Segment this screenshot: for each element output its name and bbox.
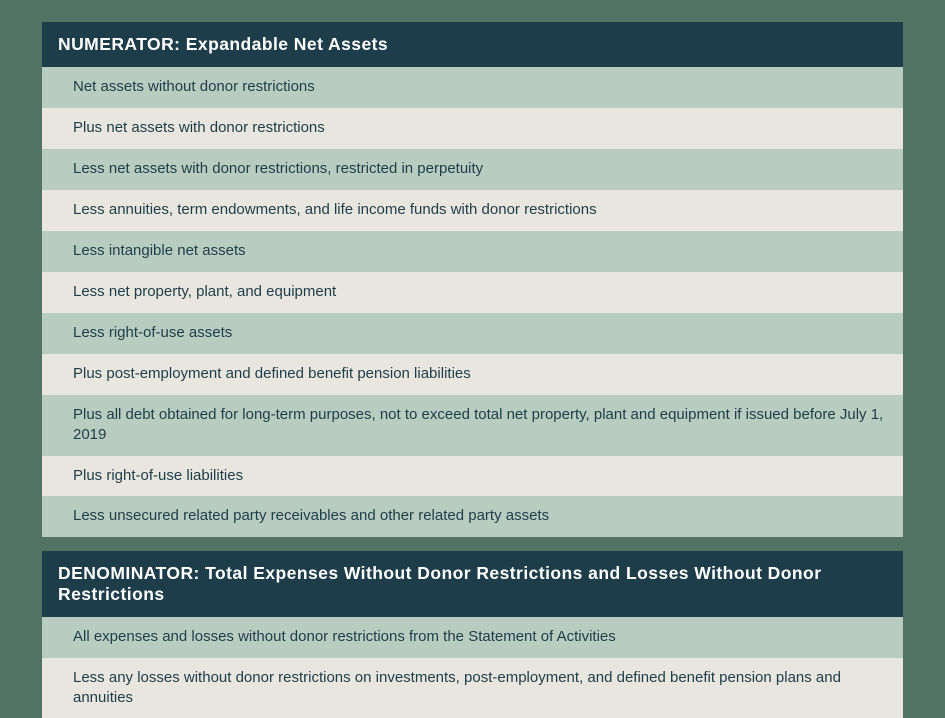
row-label: Plus net assets with donor restrictions: [73, 119, 325, 137]
table-row: [42, 272, 903, 313]
table-row: [42, 149, 903, 190]
row-label: Net assets without donor restrictions: [73, 78, 315, 96]
table-row: [42, 354, 903, 395]
row-label: Less net assets with donor restrictions, restricted in perpetuity: [73, 160, 484, 177]
row-label: Less intangible net assets: [73, 241, 246, 259]
table-row: [42, 456, 903, 497]
table-row: [42, 190, 903, 231]
table-row: [42, 108, 903, 149]
row-label: Less any losses without donor restrictions on investments, post-employment, and defined benefit pension plans and annuities: [73, 668, 841, 706]
table-row: [42, 617, 903, 658]
row-label: All expenses and losses without donor restrictions from the Statement of Activities: [73, 627, 616, 645]
table-row: [42, 658, 903, 718]
row-label: Less unsecured related party receivables and other related party assets: [73, 507, 550, 525]
table-row: [42, 231, 903, 272]
table-row: [42, 395, 903, 456]
row-label: Less right-of-use assets: [73, 323, 233, 341]
numerator-section-header: NUMERATOR: Expandable Net Assets: [42, 22, 903, 67]
table-row: [42, 496, 903, 537]
row-label: Plus right-of-use liabilities: [73, 466, 244, 484]
row-label: Less net property, plant, and equipment: [73, 282, 337, 300]
table-row: [42, 67, 903, 108]
table-row: [42, 313, 903, 354]
row-label: Less annuities, term endowments, and life income funds with donor restrictions: [73, 200, 597, 218]
denominator-section: [42, 551, 903, 718]
row-label: Plus all debt obtained for long-term purposes, not to exceed total net property, plant and equipment if issued before July 1, 2019: [73, 405, 884, 443]
numerator-section: [42, 22, 903, 537]
row-label: Plus post-employment and defined benefit pension liabilities: [73, 364, 471, 382]
denominator-section-header: DENOMINATOR: Total Expenses Without Donor Restrictions and Losses Without Donor Restrictions: [42, 551, 903, 616]
